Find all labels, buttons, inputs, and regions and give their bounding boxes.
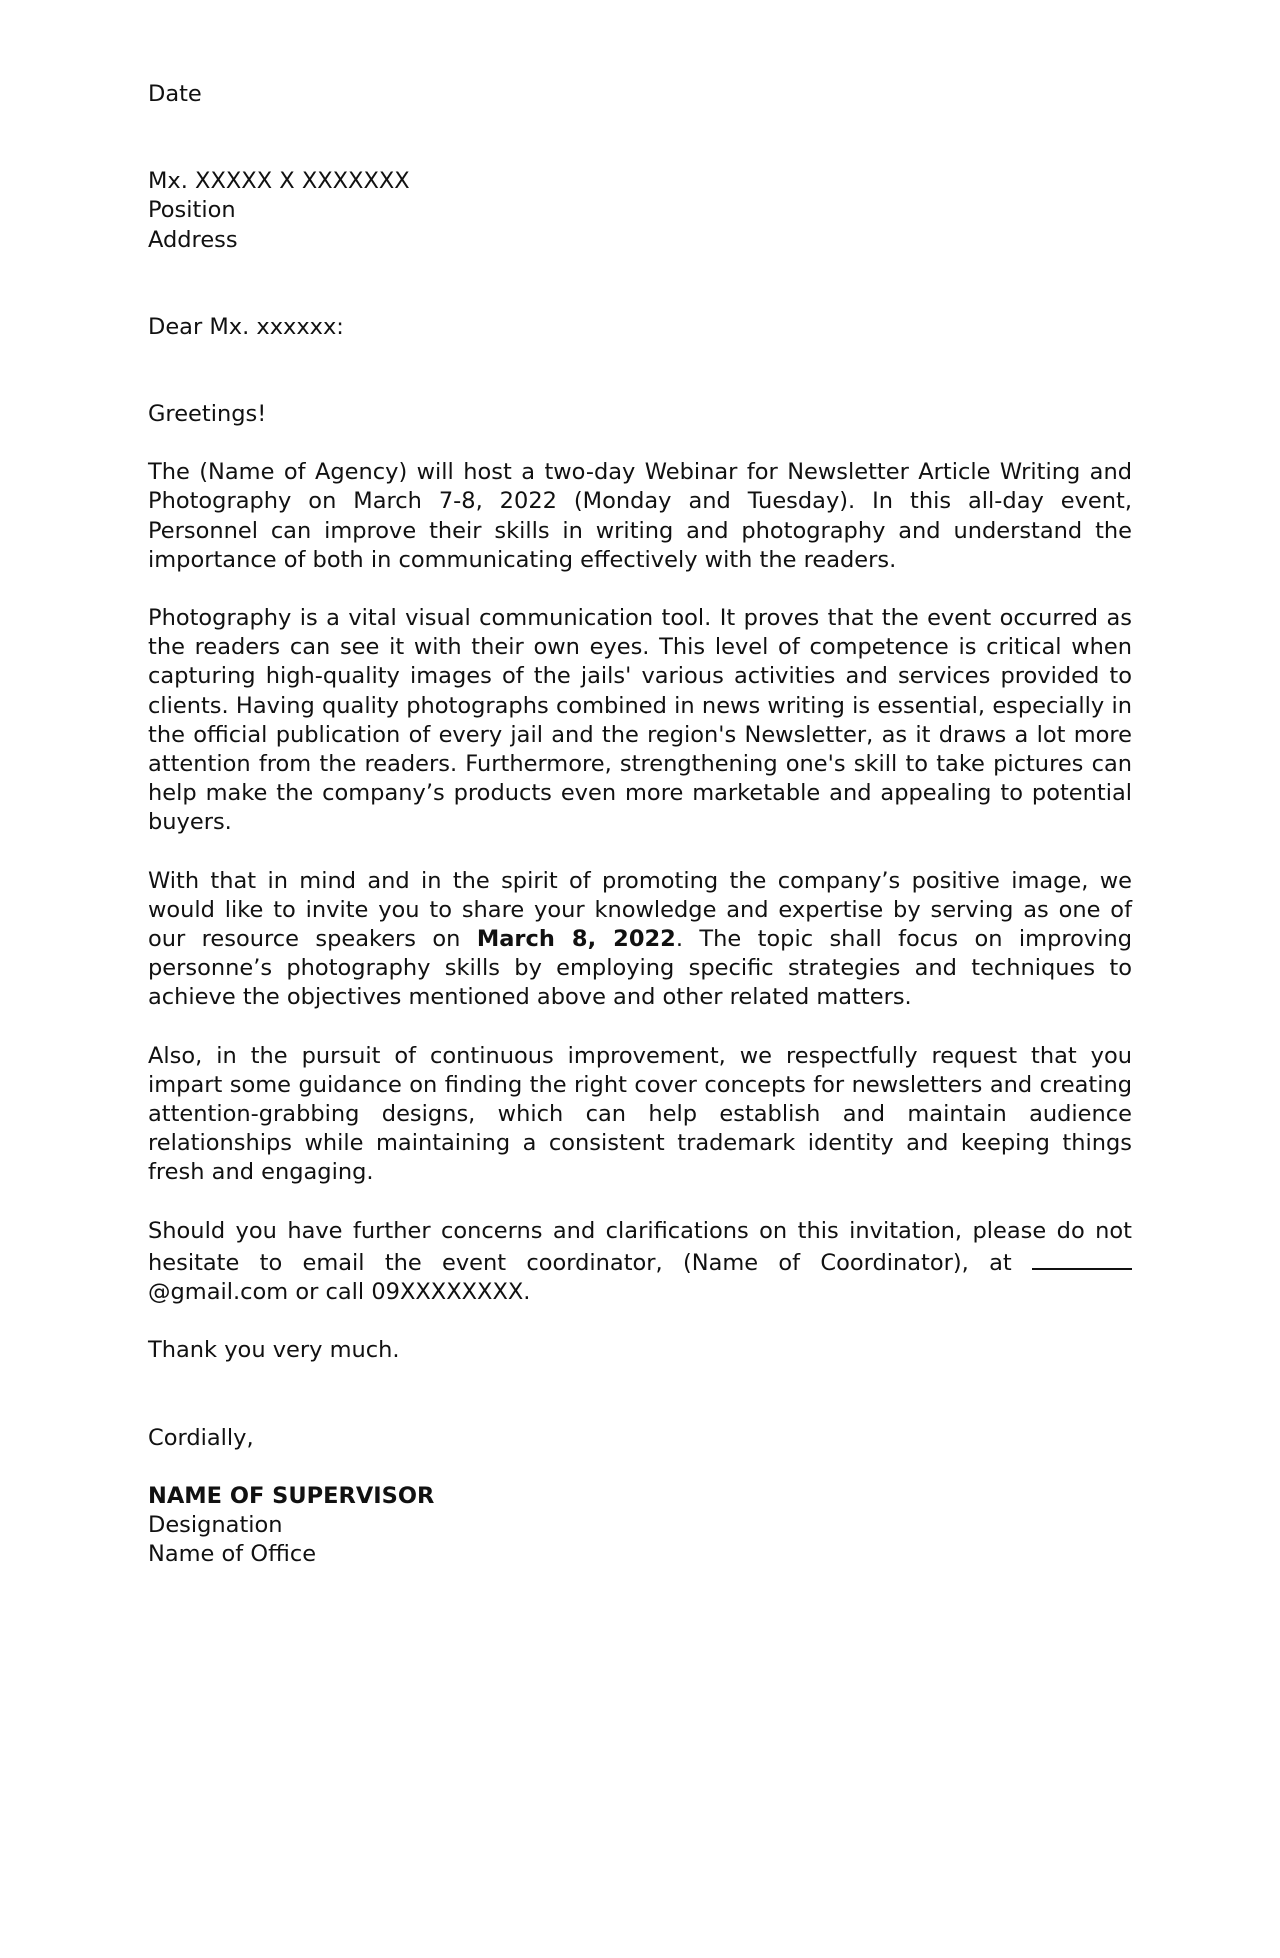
signatory-designation: Designation: [148, 1511, 283, 1538]
contact-email-phone: @gmail.com or call 09XXXXXXXX.: [148, 1279, 531, 1306]
paragraph-contact: [148, 1217, 1132, 1308]
paragraph-photography-importance: Photography is a vital visual communication tool. It proves that the event occurred as the readers can see it with their own eyes. This level of competence is critical when capturing high-quality images of the jails' various activities and services provided to clients. Having quality photographs combined in news writing is essential, especially in the official publication of every jail and the region's Newsletter, as it draws a lot more attention from the readers. Furthermore, strengthening one's skill to take pictures can help make the company’s products even more marketable and appealing to potential buyers.: [148, 605, 1132, 836]
letter-page: [148, 80, 1132, 1569]
contact-text: Should you have further concerns and clarifications on this invitation, please do not hesitate to email the event coordinator, (Name of Coordinator), at: [148, 1217, 1132, 1276]
signatory-name: NAME OF SUPERVISOR: [148, 1482, 435, 1509]
date-line: Date: [148, 81, 202, 107]
invitation-text-before: With that in mind and in the spirit of promoting the company’s positive image, we would like to invite you to share your knowledge and expertise by serving as one of our resource speakers on: [148, 867, 1132, 953]
signature-block: [148, 1482, 1132, 1570]
paragraph-webinar-intro: The (Name of Agency) will host a two-day Webinar for Newsletter Article Writing and Photography on March 7-8, 2022 (Monday and Tuesday). In this all-day event, Personnel can improve their skills in writing and photography and understand the importance of both in communicating effectively with the readers.: [148, 459, 1132, 573]
salutation: Dear Mx. xxxxxx:: [148, 313, 344, 340]
recipient-position: Position: [148, 197, 236, 224]
closing-line: Cordially,: [148, 1424, 254, 1451]
signatory-office: Name of Office: [148, 1541, 317, 1568]
recipient-block: [148, 167, 1132, 255]
paragraph-invitation: [148, 867, 1132, 1013]
email-blank-line: [1032, 1246, 1132, 1270]
recipient-address: Address: [148, 226, 238, 253]
thanks-line: Thank you very much.: [148, 1337, 400, 1364]
speaker-date: March 8, 2022: [476, 926, 676, 953]
paragraph-guidance-request: Also, in the pursuit of continuous improvement, we respectfully request that you impart some guidance on finding the right cover concepts for newsletters and creating attention-grabbing designs, which can help establish and maintain audience relationships while maintaining a consistent trademark identity and keeping things fresh and engaging.: [148, 1042, 1132, 1186]
recipient-name: Mx. XXXXX X XXXXXXX: [148, 168, 410, 195]
invitation-text-after: . The topic shall focus on improving personne’s photography skills by employing specific strategies and techniques to achieve the objectives mentioned above and other related matters.: [148, 926, 1132, 1011]
greeting: Greetings!: [148, 401, 267, 428]
